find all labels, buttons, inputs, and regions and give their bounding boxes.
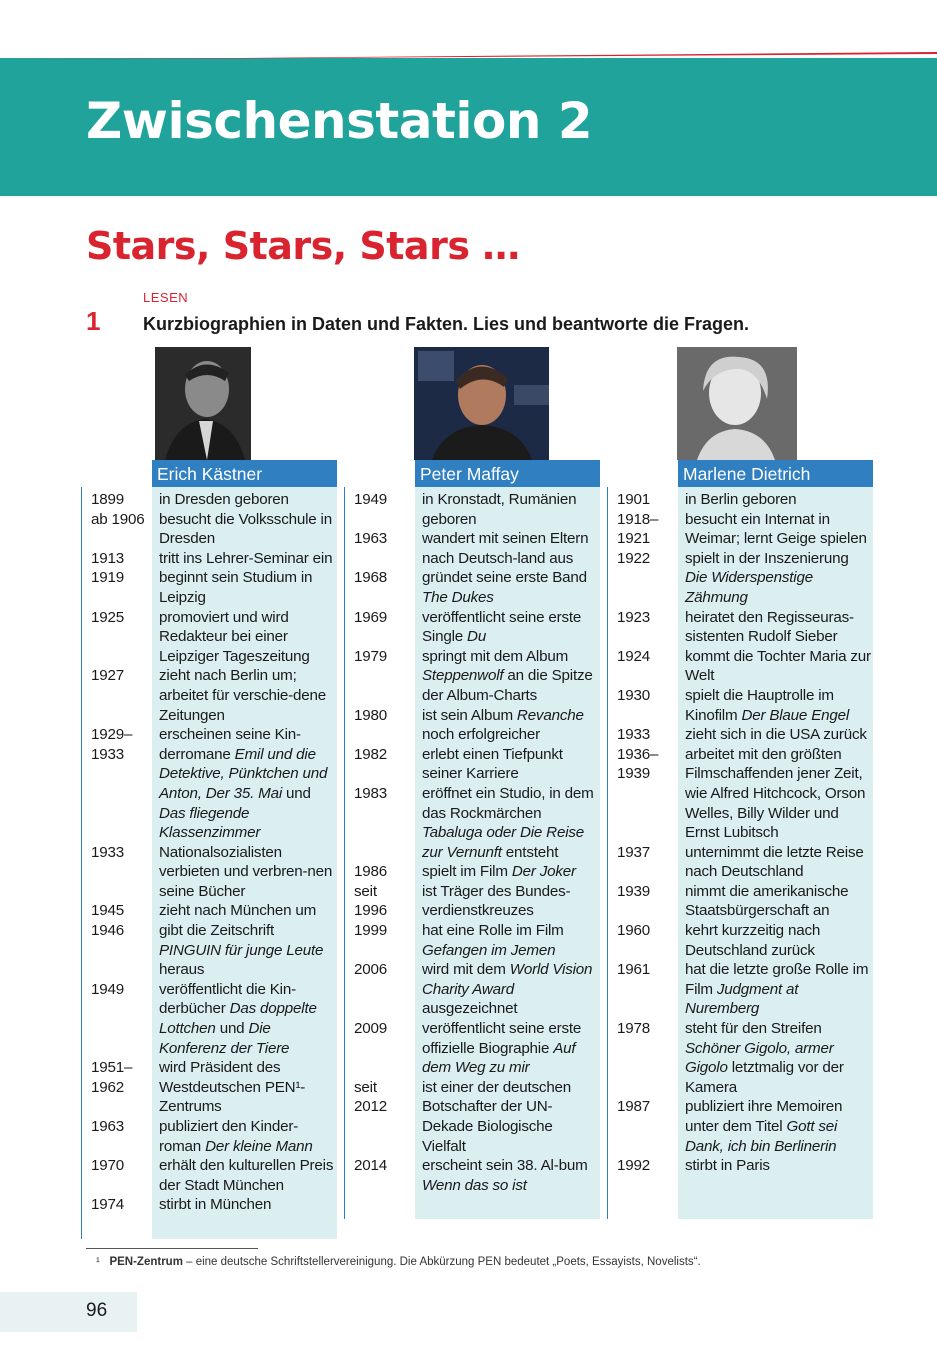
entry-text: erscheint sein 38. Al-bum Wenn das so ist [422, 1157, 588, 1194]
entry-text: hat eine Rolle im Film Gefangen im Jemen [422, 922, 564, 959]
entry-text: beginnt sein Studium in Leipzig [159, 569, 313, 606]
entry-year: 1901 [617, 491, 650, 508]
entry-year: 1933 [91, 843, 124, 861]
page-number: 96 [86, 1300, 108, 1321]
entry-year: 1979 [354, 647, 387, 665]
column-header: Peter Maffay [415, 460, 600, 487]
entry-year: 1982 [354, 745, 387, 763]
timeline-entry [91, 568, 337, 607]
entry-year: 1983 [354, 784, 387, 802]
entry-text: kommt die Tochter Maria zur Welt [685, 647, 871, 685]
entry-text: in Dresden geboren [159, 491, 289, 508]
task-instruction: Kurzbiographien in Daten und Fakten. Lies und beantworte die Fragen. [143, 314, 750, 334]
entry-text: hat die letzte große Rolle im Film Judgment at Nuremberg [685, 961, 869, 1018]
entry-text: stirbt in Paris [685, 1157, 770, 1175]
entry-text: ist sein Album Revanche noch erfolgreicher [422, 706, 584, 744]
timeline-entry [91, 921, 337, 980]
entry-year: 1923 [617, 608, 650, 626]
task-number: 1 [86, 306, 101, 336]
entry-year: 1963 [91, 1118, 124, 1135]
timeline-entry [617, 608, 873, 647]
entry-year: 1939 [617, 882, 650, 900]
entry-text: spielt im Film Der Joker [422, 863, 576, 881]
column-left-rule [344, 487, 345, 1219]
entry-year: 1936– 1939 [617, 745, 659, 783]
timeline-entry [617, 490, 873, 510]
entry-year: 1924 [617, 647, 650, 665]
entry-text: arbeitet mit den größten Filmschaffenden jener Zeit, wie Alfred Hitchcock, Orson Welles, Billy Wilder und Ernst Lubitsch [685, 745, 866, 842]
entry-year: 1946 [91, 922, 124, 940]
entry-year: 1937 [617, 843, 650, 861]
entry-text: publiziert ihre Memoiren unter dem Titel Gott sei Dank, ich bin Berlinerin [685, 1098, 843, 1155]
page-title: Zwischenstation 2 [86, 92, 593, 150]
timeline-entry [91, 510, 337, 549]
entry-text: in Kronstadt, Rumänien geboren [422, 491, 577, 528]
entry-text: ist Träger des Bundes-verdienstkreuzes [422, 882, 571, 920]
dietrich-portrait-photo [677, 347, 797, 460]
kaestner-portrait-photo [155, 347, 251, 460]
entry-text: promoviert und wird Redakteur bei einer Leipziger Tageszeitung [159, 608, 310, 665]
entry-text: stirbt in München [159, 1196, 272, 1214]
section-title: Stars, Stars, Stars … [86, 224, 520, 268]
timeline-list [617, 490, 873, 1176]
timeline-entry [354, 706, 600, 745]
entry-text: Nationalsozialisten verbieten und verbren-nen seine Bücher [159, 843, 333, 900]
timeline-entry [91, 490, 337, 510]
entry-year: 1987 [617, 1098, 650, 1116]
entry-year: 1949 [91, 980, 124, 998]
timeline-entry [91, 666, 337, 725]
entry-year: 1933 [617, 726, 650, 744]
entry-text: springt mit dem Album Steppenwolf an die Spitze der Album-Charts [422, 647, 593, 704]
entry-text: steht für den Streifen Schöner Gigolo, armer Gigolo letztmalig vor der Kamera [685, 1020, 844, 1096]
entry-year: 1918– 1921 [617, 510, 659, 548]
entry-year: 1949 [354, 491, 387, 508]
entry-text: wird mit dem World Vision Charity Award ausgezeichnet [422, 961, 593, 1018]
timeline-entry [354, 608, 600, 647]
entry-text: publiziert den Kinder-roman Der kleine Mann [159, 1118, 313, 1155]
entry-year: 1945 [91, 902, 124, 920]
entry-year: 1930 [617, 686, 650, 704]
timeline-entry [617, 549, 873, 608]
timeline-entry [617, 1019, 873, 1097]
timeline-entry [91, 980, 337, 1058]
timeline-entry [91, 608, 337, 667]
column-header: Erich Kästner [152, 460, 337, 487]
entry-year: seit 1996 [354, 882, 387, 920]
entry-text: erscheinen seine Kin-derromane Emil und die Detektive, Pünktchen und Anton, Der 35. Mai und Das fliegende Klassenzimmer [159, 726, 328, 842]
entry-year: 1974 [91, 1196, 124, 1214]
timeline-entry [354, 960, 600, 1019]
timeline-entry [354, 1019, 600, 1078]
entry-text: ist einer der deutschen Botschafter der UN-Dekade Biologische Vielfalt [422, 1078, 572, 1155]
entry-year: 2009 [354, 1020, 387, 1038]
entry-year: 1925 [91, 608, 124, 626]
entry-text: besucht die Volksschule in Dresden [159, 510, 332, 548]
entry-text: unternimmt die letzte Reise nach Deutschland [685, 843, 864, 881]
entry-text: wandert mit seinen Eltern nach Deutsch-land aus [422, 530, 589, 567]
entry-text: zieht nach München um [159, 902, 317, 920]
footnote [96, 1256, 701, 1268]
footnote-marker: ¹ [96, 1256, 100, 1268]
maffay-portrait-photo [414, 347, 549, 460]
entry-year: 1913 [91, 549, 124, 567]
entry-text: spielt in der Inszenierung Die Widerspenstige Zähmung [685, 549, 849, 606]
entry-year: 1978 [617, 1020, 650, 1038]
timeline-entry [617, 510, 873, 549]
entry-year: 1992 [617, 1157, 650, 1175]
timeline-entry [91, 901, 337, 921]
footnote-divider [86, 1248, 258, 1249]
entry-text: heiratet den Regisseuras-sistenten Rudolf Sieber [685, 608, 854, 646]
header-top-stripe [0, 52, 937, 60]
entry-year: 2014 [354, 1157, 387, 1175]
entry-year: 1969 [354, 608, 387, 626]
entry-year: 2006 [354, 961, 387, 979]
entry-year: seit 2012 [354, 1078, 387, 1116]
timeline-entry [354, 1156, 600, 1195]
entry-year: 1968 [354, 569, 387, 587]
timeline-entry [91, 1156, 337, 1195]
timeline-list [354, 490, 600, 1195]
timeline-entry [354, 745, 600, 784]
entry-year: 1919 [91, 569, 124, 587]
timeline-entry [617, 647, 873, 686]
timeline-entry [91, 549, 337, 569]
entry-text: eröffnet ein Studio, in dem das Rockmärchen Tabaluga oder Die Reise zur Vernunft entsteht [422, 784, 594, 861]
timeline-list [91, 490, 337, 1215]
timeline-entry [354, 1078, 600, 1156]
entry-text: zieht sich in die USA zurück [685, 726, 867, 744]
column-left-rule [81, 487, 82, 1239]
entry-year: 1980 [354, 706, 387, 724]
timeline-entry [354, 568, 600, 607]
entry-year: 1927 [91, 667, 124, 685]
timeline-entry [91, 1195, 337, 1215]
timeline-entry [91, 725, 337, 843]
entry-text: zieht nach Berlin um; arbeitet für verschie-dene Zeitungen [159, 667, 327, 724]
entry-year: 1970 [91, 1157, 124, 1175]
timeline-entry [91, 843, 337, 902]
entry-text: kehrt kurzzeitig nach Deutschland zurück [685, 922, 821, 959]
timeline-entry [354, 647, 600, 706]
timeline-entry [617, 725, 873, 745]
footnote-text: – eine deutsche Schriftstellervereinigung. Die Abkürzung PEN bedeutet „Poets, Essayists, Novelists“. [182, 1256, 701, 1268]
entry-year: 1986 [354, 863, 387, 881]
entry-year: 1963 [354, 530, 387, 548]
timeline-entry [91, 1117, 337, 1156]
entry-text: gründet seine erste Band The Dukes [422, 569, 587, 606]
page-number-box [0, 1292, 137, 1332]
entry-text: nimmt die amerikanische Staatsbürgerschaft an [685, 882, 849, 920]
entry-text: in Berlin geboren [685, 491, 797, 508]
timeline-entry [354, 882, 600, 921]
entry-text: besucht ein Internat in Weimar; lernt Geige spielen [685, 510, 867, 548]
entry-text: veröffentlicht seine erste Single Du [422, 608, 582, 646]
entry-year: 1929– 1933 [91, 726, 133, 763]
timeline-entry [617, 843, 873, 882]
timeline-entry [617, 1097, 873, 1156]
timeline-entry [617, 686, 873, 725]
entry-text: tritt ins Lehrer-Seminar ein [159, 549, 333, 567]
entry-year: 1899 [91, 491, 124, 508]
entry-year: 1961 [617, 961, 650, 979]
entry-text: erlebt einen Tiefpunkt seiner Karriere [422, 745, 563, 783]
entry-year: 1922 [617, 549, 650, 567]
entry-year: 1951– 1962 [91, 1059, 133, 1096]
footnote-term: PEN-Zentrum [109, 1256, 183, 1268]
timeline-entry [617, 960, 873, 1019]
column-header: Marlene Dietrich [678, 460, 873, 487]
timeline-entry [617, 1156, 873, 1176]
entry-text: gibt die Zeitschrift PINGUIN für junge Leute heraus [159, 922, 324, 979]
timeline-entry [354, 490, 600, 529]
entry-text: veröffentlicht die Kin-derbücher Das doppelte Lottchen und Die Konferenz der Tiere [159, 980, 317, 1057]
timeline-entry [91, 1058, 337, 1117]
timeline-entry [354, 862, 600, 882]
timeline-entry [617, 745, 873, 843]
timeline-entry [354, 784, 600, 862]
timeline-entry [617, 882, 873, 921]
entry-text: wird Präsident des Westdeutschen PEN¹-Zentrums [159, 1059, 306, 1116]
entry-text: veröffentlicht seine erste offizielle Biographie Auf dem Weg zu mir [422, 1020, 582, 1077]
entry-text: spielt die Hauptrolle im Kinofilm Der Blaue Engel [685, 686, 850, 724]
entry-year: 1960 [617, 922, 650, 940]
column-left-rule [607, 487, 608, 1219]
entry-year: 1999 [354, 922, 387, 940]
timeline-entry [354, 529, 600, 568]
entry-year: ab 1906 [91, 510, 145, 528]
section-label: LESEN [143, 290, 189, 305]
timeline-entry [617, 921, 873, 960]
timeline-entry [354, 921, 600, 960]
entry-text: erhält den kulturellen Preis der Stadt München [159, 1157, 334, 1194]
